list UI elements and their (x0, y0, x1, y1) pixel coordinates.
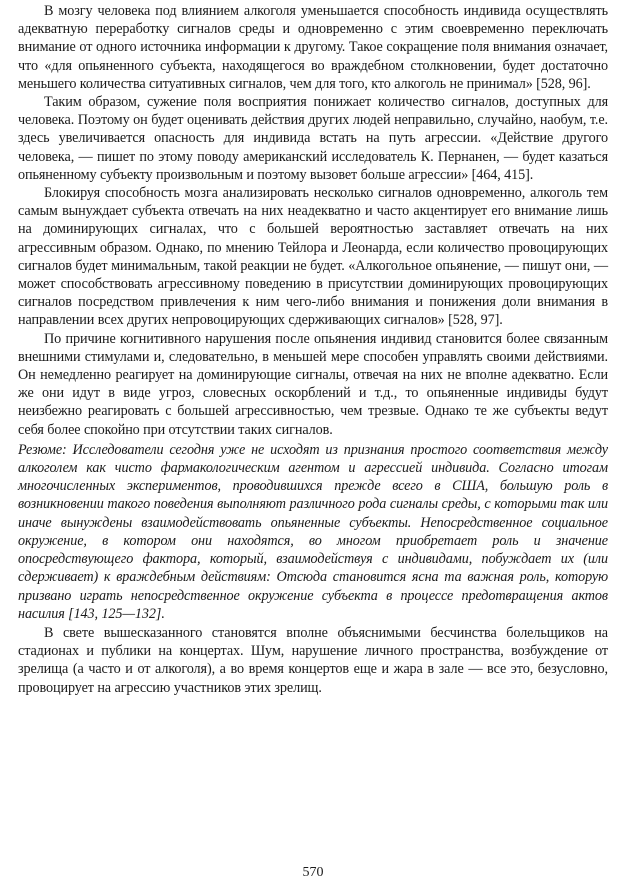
paragraph-5: В свете вышесказанного становятся вполне объяснимыми бесчинства болельщиков на стадионах и публики на концертах. Шум, нарушение личного пространства, возбуждение от зрелища (а часто и от алкоголя), а во время концертов еще и жара в зале — все это, безусловно, провоцирует на агрессию участников этих зрелищ. (18, 624, 608, 696)
summary-paragraph: Резюме: Исследователи сегодня уже не исходят из признания простого соответствия между алкоголем как чисто фармакологическим агентом и агрессией индивида. Согласно итогам многочисленных экспериментов, проводившихся прежде всего в США, большую роль в возникновении такого поведения выполняют различного рода сигналы среды, с которыми так или иначе вынуждены взаимодействовать опьяненные субъекты. Непосредственное социальное окружение, в котором они находятся, во многом приобретает роль и значение опосредствующего фактора, который, взаимодействуя с индивидами, побуждает их (или сдерживает) к враждебным действиям: Отсюда становится ясна та важная роль, которую призвано играть непосредственное окружение субъекта в процессе предотвращения актов насилия [143, 125—132]. (18, 441, 608, 622)
document-page (18, 0, 608, 896)
paragraph-2: Таким образом, сужение поля восприятия понижает количество сигналов, доступных для человека. Поэтому он будет оценивать действия других людей неправильно, случайно, наобум, т.е. здесь увеличивается опасность для индивида встать на путь агрессии. «Действие другого человека, — пишет по этому поводу американский исследователь К. Пернанен, — будет казаться опьяненному субъекту произвольным и поэтому вызовет больше агрессии» [464, 415]. (18, 94, 608, 183)
paragraph-3: Блокируя способность мозга анализировать несколько сигналов одновременно, алкоголь тем самым вынуждает субъекта отвечать на них неадекватно и часто акцентирует его внимание лишь на доминирующих сигналах, что с большей вероятностью заставляет отвечать на них агрессивным образом. Однако, по мнению Тейлора и Леонарда, если количество провоцирующих сигналов будет минимальным, такой реакции не будет. «Алкогольное опьянение, — пишут они, — может способствовать агрессивному поведению в присутствии доминирующих провоцирующих сигналов посредством привлечения к ним чего-либо внимания и понижения доли внимания в направлении всех других непровоцирующих сдерживающих сигналов» [528, 97]. (18, 185, 608, 329)
page-number: 570 (302, 865, 324, 880)
body-text (18, 2, 608, 697)
paragraph-1: В мозгу человека под влиянием алкоголя уменьшается способность индивида осуществлять адекватную переработку сигналов среды и одновременно с этим своевременно переключать внимание от одного источника информации к другому. Такое сокращение поля внимания означает, что «для опьяненного субъекта, находящегося во враждебном столкновении, будет достаточно меньшего количества ситуативных сигналов, чем для того, кто алкоголь не принимал» [528, 96]. (18, 3, 608, 92)
paragraph-4: По причине когнитивного нарушения после опьянения индивид становится более связанным внешними стимулами и, следовательно, в меньшей мере способен управлять своими действиями. Он немедленно реагирует на доминирующие сигналы, отвечая на них не вполне адекватно. Если же они идут в виде угроз, словесных оскорблений и т.д., то опьяненные индивиды будут неизбежно реагировать с большей агрессивностью, чем трезвые. Однако те же субъекты ведут себя более спокойно при отсутствии таких сигналов. (18, 330, 608, 438)
